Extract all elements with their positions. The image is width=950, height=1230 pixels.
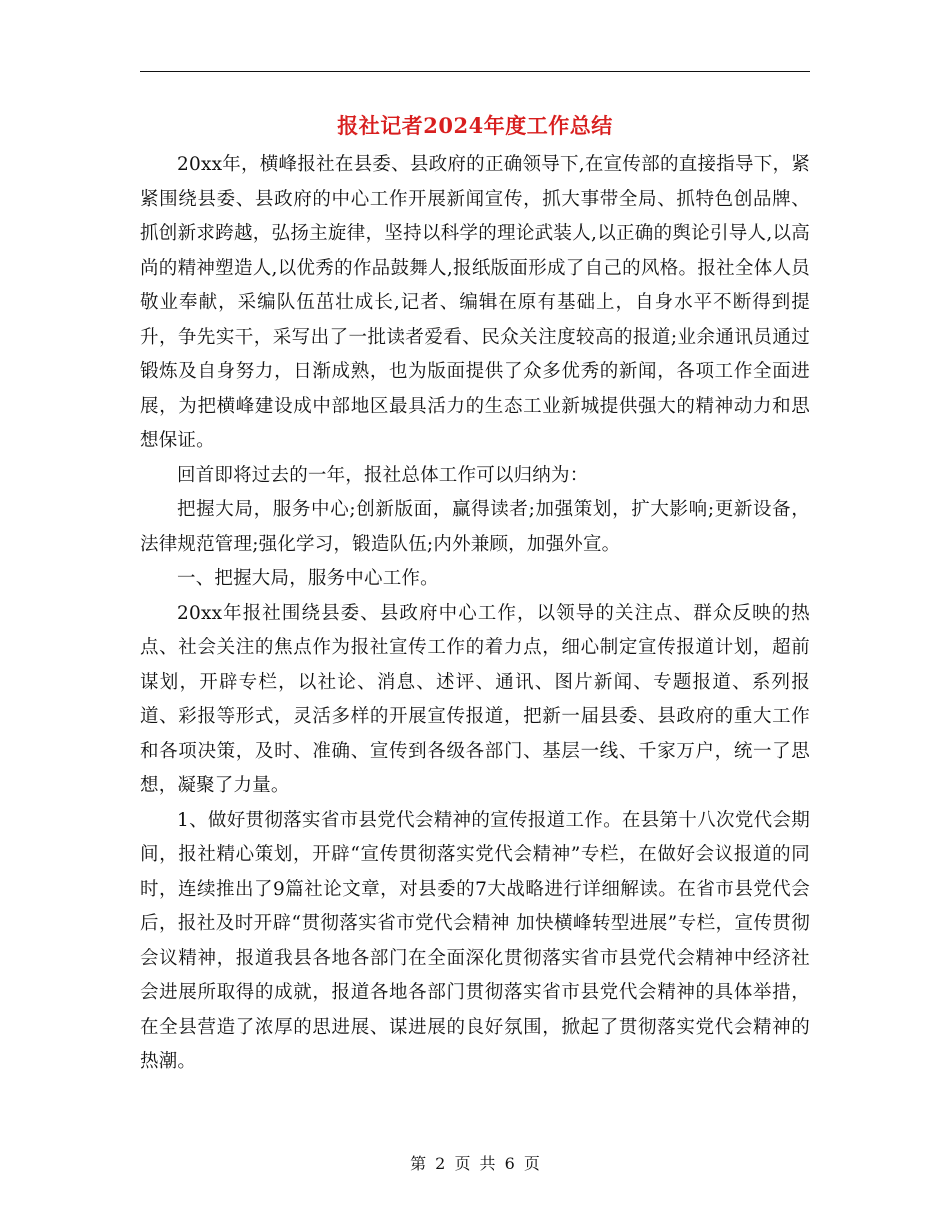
paragraph-section-1: 20xx年报社围绕县委、县政府中心工作，以领导的关注点、群众反映的热点、社会关注的焦点作为报社宣传工作的着力点，细心制定宣传报道计划，超前谋划，开辟专栏，以社论、消息、述评、通讯、图片新闻、专题报道、系列报道、彩报等形式，灵活多样的开展宣传报道，把新一届县委、县政府的重大工作和各项决策，及时、准确、宣传到各级各部门、基层一线、千家万户，统一了思想，凝聚了力量。 [140, 602, 810, 796]
document-title: 报社记者2024年度工作总结 [337, 113, 613, 138]
document-body [140, 148, 810, 1080]
header-rule [140, 71, 810, 72]
page-number: 第 2 页 共 6 页 [410, 1154, 540, 1173]
section-heading-1: 一、把握大局，服务中心工作。 [177, 568, 439, 589]
paragraph-summary-lead: 回首即将过去的一年，报社总体工作可以归纳为： [177, 464, 589, 486]
paragraph-summary-points: 把握大局，服务中心;创新版面，赢得读者;加强策划，扩大影响;更新设备，法律规范管理;强化学习，锻造队伍;内外兼顾，加强外宣。 [140, 499, 810, 555]
paragraph-item-1: 1、做好贯彻落实省市县党代会精神的宣传报道工作。在县第十八次党代会期间，报社精心策划，开辟“宣传贯彻落实党代会精神”专栏，在做好会议报道的同时，连续推出了9篇社论文章，对县委的7大战略进行详细解读。在省市县党代会后，报社及时开辟“贯彻落实省市党代会精神 加快横峰转型进展”专栏，宣传贯彻会议精神，报道我县各地各部门在全面深化贯彻落实省市县党代会精神中经济社会进展所取得的成就，报道各地各部门贯彻落实省市县党代会精神的具体举措，在全县营造了浓厚的思进展、谋进展的良好氛围，掀起了贯彻落实党代会精神的热潮。 [140, 809, 810, 1072]
paragraph-intro: 20xx年，横峰报社在县委、县政府的正确领导下,在宣传部的直接指导下，紧紧围绕县委、县政府的中心工作开展新闻宣传，抓大事带全局、抓特色创品牌、抓创新求跨越，弘扬主旋律，坚持以科学的理论武装人,以正确的舆论引导人,以高尚的精神塑造人,以优秀的作品鼓舞人,报纸版面形成了自己的风格。报社全体人员敬业奉献，采编队伍茁壮成长,记者、编辑在原有基础上，自身水平不断得到提升，争先实干，采写出了一批读者爱看、民众关注度较高的报道;业余通讯员通过锻炼及自身努力，日渐成熟，也为版面提供了众多优秀的新闻，各项工作全面进展，为把横峰建设成中部地区最具活力的生态工业新城提供强大的精神动力和思想保证。 [140, 154, 810, 451]
